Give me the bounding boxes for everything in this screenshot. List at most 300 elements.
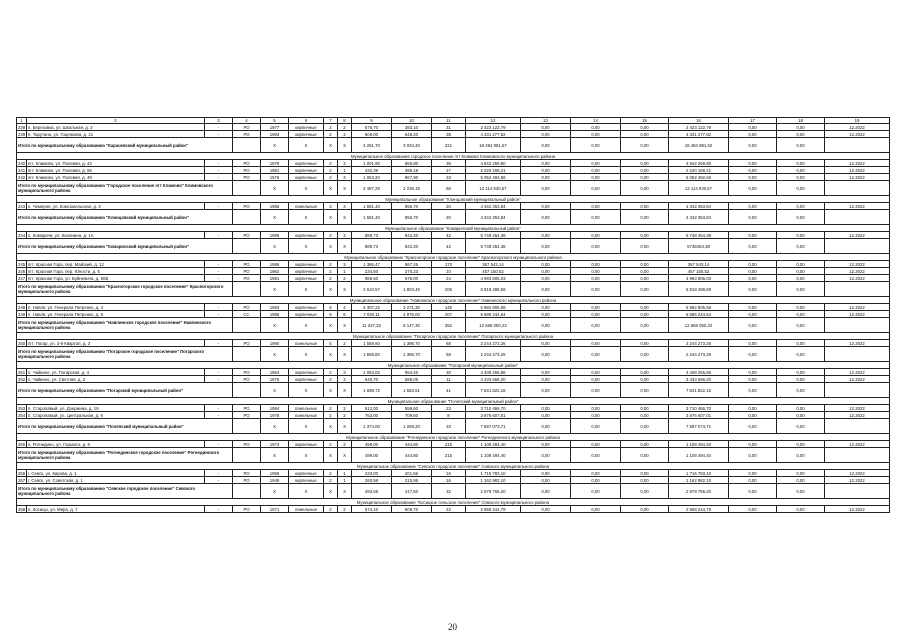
table-cell: РО bbox=[233, 340, 261, 347]
table-cell: 215 bbox=[432, 441, 466, 448]
table-cell: 5 982 805,58 bbox=[466, 304, 521, 311]
table-cell: 0,00 bbox=[621, 311, 669, 318]
table-cell: 0,00 bbox=[571, 232, 621, 239]
table-cell: РО bbox=[233, 506, 261, 513]
table-cell: X bbox=[289, 318, 324, 333]
table-cell: - bbox=[205, 311, 233, 318]
section-heading: Муниципальное образование "Погарский муниципальный район" bbox=[17, 362, 890, 369]
table-row bbox=[17, 174, 890, 181]
table-cell: X bbox=[261, 318, 289, 333]
subtotal-row bbox=[17, 239, 890, 254]
table-cell: п. Старопавый, ул. Центральная, д. 9 bbox=[27, 412, 205, 419]
table-cell: - bbox=[205, 268, 233, 275]
table-cell: 367 543,14 bbox=[466, 261, 521, 268]
table-cell: 0,00 bbox=[777, 160, 825, 167]
table-cell: 0,00 bbox=[521, 441, 571, 448]
table-cell: 12.2022 bbox=[825, 160, 890, 167]
table-cell bbox=[233, 383, 261, 398]
table-cell: 12.2022 bbox=[825, 203, 890, 210]
table-cell: - bbox=[205, 232, 233, 239]
table-cell: 7 841 822,16 bbox=[466, 383, 521, 398]
table-cell: панельные bbox=[289, 412, 324, 419]
table-cell: 12.2022 bbox=[825, 441, 890, 448]
table-cell: РО bbox=[233, 369, 261, 376]
column-number: 16 bbox=[669, 118, 729, 124]
table-cell: 2 bbox=[324, 232, 338, 239]
table-cell: 257 bbox=[18, 477, 26, 483]
table-cell: 0,00 bbox=[729, 268, 777, 275]
table-cell: 2 220 168,21 bbox=[669, 167, 729, 174]
section-heading: Муниципальное образование "Клинцовский муниципальный район" bbox=[17, 196, 890, 203]
table-cell: 172 bbox=[432, 261, 466, 268]
table-cell: X bbox=[338, 210, 352, 225]
table-cell: 0,00 bbox=[621, 138, 669, 153]
table-cell: 215,86 bbox=[392, 477, 432, 484]
subtotal-row bbox=[17, 347, 890, 362]
table-cell: 0,00 bbox=[729, 210, 777, 225]
subtotal-label: Итого по муниципальному образованию "Клинцовский муниципальный район" bbox=[17, 210, 233, 225]
table-cell: 1 559,60 bbox=[352, 347, 392, 362]
table-cell: X bbox=[324, 239, 338, 254]
subtotal-row bbox=[17, 181, 890, 196]
table-cell: X bbox=[289, 419, 324, 434]
table-cell: 0,00 bbox=[521, 203, 571, 210]
table-cell: п. Старопавый, ул. Дзержина, д. 19 bbox=[27, 405, 205, 412]
column-number: 1 bbox=[17, 118, 27, 124]
table-cell: 3 bbox=[338, 261, 352, 268]
column-number: 4 bbox=[233, 118, 261, 124]
table-cell: 444,80 bbox=[392, 448, 432, 463]
subtotal-label: Итого по муниципальному образованию "Карачевский муниципальный район" bbox=[17, 138, 233, 153]
table-cell: 86 bbox=[432, 181, 466, 196]
table-cell: 3 433 566,20 bbox=[669, 376, 729, 383]
table-cell: 0,00 bbox=[729, 282, 777, 297]
table-cell: РО bbox=[233, 405, 261, 412]
table-cell: X bbox=[324, 210, 338, 225]
table-cell: 1981 bbox=[261, 167, 289, 174]
table-cell: 253 bbox=[18, 405, 26, 411]
table-cell: 0,00 bbox=[729, 124, 777, 131]
table-cell: 2 423 122,79 bbox=[466, 124, 521, 131]
table-cell: 250 bbox=[18, 340, 26, 346]
table-cell: 2 244 273,26 bbox=[669, 347, 729, 362]
table-cell: 241 bbox=[18, 167, 26, 173]
table-cell: X bbox=[338, 347, 352, 362]
table-cell: 4 408 255,86 bbox=[466, 369, 521, 376]
table-cell: 2 244 273,26 bbox=[466, 347, 521, 362]
table-cell: 367 543,14 bbox=[669, 261, 729, 268]
table-cell bbox=[233, 347, 261, 362]
table-cell: - bbox=[205, 369, 233, 376]
table-cell: 3 710 466,70 bbox=[466, 405, 521, 412]
table-cell: 1 581,40 bbox=[352, 203, 392, 210]
table-cell: 0,00 bbox=[729, 376, 777, 383]
table-cell: 1971 bbox=[261, 506, 289, 513]
table-cell: 2 bbox=[324, 268, 338, 275]
table-cell: 23 bbox=[432, 405, 466, 412]
table-cell: - bbox=[205, 203, 233, 210]
table-cell: 0,00 bbox=[621, 405, 669, 412]
table-cell: 244 bbox=[18, 232, 26, 238]
table-cell: 2 244 273,26 bbox=[669, 340, 729, 347]
table-cell: п. Чайкино, ул. Светлая, д. 2 bbox=[27, 376, 205, 383]
table-cell: 0,00 bbox=[777, 419, 825, 434]
table-cell: 5 982 805,58 bbox=[669, 304, 729, 311]
table-cell: 842,20 bbox=[392, 232, 432, 239]
table-cell: кирпичные bbox=[289, 131, 324, 138]
subtotal-label: Итого по муниципальному образованию "Навлинское городское поселение" Навлинского муниципального района bbox=[17, 318, 233, 333]
table-cell: 0,00 bbox=[729, 412, 777, 419]
column-number: 3 bbox=[205, 118, 233, 124]
table-cell: 0,00 bbox=[521, 210, 571, 225]
table-cell: 18 494 981,62 bbox=[669, 138, 729, 153]
table-cell bbox=[825, 210, 890, 225]
table-cell: п. Косицы, ул. Мира, д. 7 bbox=[27, 506, 205, 513]
table-cell: 605,00 bbox=[352, 131, 392, 138]
table-cell: 0,00 bbox=[521, 261, 571, 268]
table-cell: 0,00 bbox=[521, 232, 571, 239]
table-cell: 3 876 607,01 bbox=[466, 412, 521, 419]
table-cell: РО bbox=[233, 124, 261, 131]
table-cell bbox=[825, 347, 890, 362]
table-cell: СС bbox=[233, 311, 261, 318]
table-cell: 0,00 bbox=[777, 239, 825, 254]
table-cell: 12.2022 bbox=[825, 311, 890, 318]
section-heading-row bbox=[17, 225, 890, 232]
table-cell: 0,00 bbox=[729, 167, 777, 174]
table-cell: - bbox=[205, 174, 233, 181]
table-cell: 0,00 bbox=[729, 506, 777, 513]
table-row bbox=[17, 470, 890, 477]
table-cell: 0,00 bbox=[521, 470, 571, 477]
table-row bbox=[17, 441, 890, 448]
table-cell: 0,00 bbox=[571, 268, 621, 275]
table-cell: 2 bbox=[324, 261, 338, 268]
register-table bbox=[16, 117, 890, 513]
table-cell: 0,00 bbox=[571, 282, 621, 297]
table-cell bbox=[233, 239, 261, 254]
table-cell: 0,00 bbox=[777, 376, 825, 383]
table-cell: 0,00 bbox=[571, 441, 621, 448]
subtotal-row bbox=[17, 383, 890, 398]
table-cell: кирпичные bbox=[289, 477, 324, 484]
table-cell: 3 bbox=[338, 232, 352, 239]
table-cell: 0,00 bbox=[621, 203, 669, 210]
table-cell: 2 bbox=[338, 275, 352, 282]
table-cell: 0,00 bbox=[621, 268, 669, 275]
table-cell: 2 bbox=[324, 477, 338, 484]
table-cell: 0,00 bbox=[729, 484, 777, 499]
table-cell: 676,00 bbox=[392, 275, 432, 282]
subtotal-label: Итого по муниципальному образованию "Красногорское городское поселение" Красногорского муниципального района bbox=[17, 282, 233, 297]
table-cell: 41 bbox=[432, 383, 466, 398]
table-cell: 0,00 bbox=[729, 261, 777, 268]
table-cell: 956,70 bbox=[392, 210, 432, 225]
column-number: 2 bbox=[27, 118, 205, 124]
table-cell: 4 342 353,84 bbox=[669, 210, 729, 225]
table-cell: - bbox=[205, 304, 233, 311]
table-cell: 676,70 bbox=[352, 124, 392, 131]
table-cell: 7 030,11 bbox=[352, 311, 392, 318]
table-cell: 2 bbox=[324, 412, 338, 419]
table-row bbox=[17, 275, 890, 282]
table-cell: 4 342 353,84 bbox=[466, 210, 521, 225]
table-cell: 12.2022 bbox=[825, 304, 890, 311]
table-row bbox=[17, 203, 890, 210]
table-cell: пгт. Красная Гора, ул. Буйневича, д. 50Б bbox=[27, 275, 205, 282]
table-cell: 0,00 bbox=[777, 311, 825, 318]
subtotal-row bbox=[17, 484, 890, 499]
table-cell: 509,70 bbox=[392, 506, 432, 513]
table-cell: 0,00 bbox=[777, 268, 825, 275]
table-cell: 0,00 bbox=[521, 174, 571, 181]
table-cell: 0,00 bbox=[777, 405, 825, 412]
table-cell: 2 bbox=[324, 470, 338, 477]
table-cell: 5 818 498,69 bbox=[466, 282, 521, 297]
table-cell: X bbox=[261, 282, 289, 297]
table-cell: 0,00 bbox=[729, 304, 777, 311]
table-cell: 234,50 bbox=[352, 268, 392, 275]
table-row bbox=[17, 131, 890, 138]
table-cell: 0,00 bbox=[521, 419, 571, 434]
table-cell: 0,00 bbox=[621, 160, 669, 167]
table-cell: 12.2022 bbox=[825, 167, 890, 174]
table-cell: 954,46 bbox=[392, 369, 432, 376]
table-cell: X bbox=[289, 383, 324, 398]
table-cell: п. Комаричи, ул. Калинина, д. 1А bbox=[27, 232, 205, 239]
table-cell: 0,00 bbox=[777, 506, 825, 513]
table-cell: п. Чемерня, ул. Комсомольская, д. 3 bbox=[27, 203, 205, 210]
column-number: 12 bbox=[466, 118, 521, 124]
table-cell bbox=[233, 181, 261, 196]
table-cell: 762,00 bbox=[352, 412, 392, 419]
table-cell: 3 876 607,01 bbox=[669, 412, 729, 419]
section-heading: Муниципальное образование "Комаричский муниципальный район" bbox=[17, 225, 890, 232]
table-cell: 12.2022 bbox=[825, 268, 890, 275]
table-cell: 0,00 bbox=[777, 470, 825, 477]
table-cell: 16 bbox=[432, 470, 466, 477]
column-number: 11 bbox=[432, 118, 466, 124]
table-cell: 42 bbox=[432, 239, 466, 254]
table-cell: 3 bbox=[338, 160, 352, 167]
table-cell: 499,00 bbox=[352, 441, 392, 448]
table-cell: РО bbox=[233, 304, 261, 311]
table-cell: 0,00 bbox=[621, 412, 669, 419]
table-cell: 3 034,40 bbox=[392, 138, 432, 153]
table-cell: 251 bbox=[18, 369, 26, 375]
table-cell: 3 bbox=[338, 203, 352, 210]
table-cell: 1 698,72 bbox=[352, 383, 392, 398]
table-cell: 956,70 bbox=[392, 203, 432, 210]
table-cell: 1 581,40 bbox=[352, 210, 392, 225]
column-number: 14 bbox=[571, 118, 621, 124]
table-cell: 0,00 bbox=[777, 181, 825, 196]
table-row bbox=[17, 304, 890, 311]
table-cell: X bbox=[324, 282, 338, 297]
table-cell: 1989 bbox=[261, 232, 289, 239]
table-cell: 559,60 bbox=[392, 405, 432, 412]
table-cell: X bbox=[324, 347, 338, 362]
table-cell: 1983 bbox=[261, 304, 289, 311]
table-cell: РО bbox=[233, 167, 261, 174]
table-cell: 2 bbox=[338, 340, 352, 347]
table-cell: 989,60 bbox=[352, 275, 392, 282]
table-cell: 2 bbox=[324, 174, 338, 181]
table-cell: 0,00 bbox=[777, 347, 825, 362]
table-cell: 574,10 bbox=[352, 506, 392, 513]
table-cell: 0,00 bbox=[521, 376, 571, 383]
table-row bbox=[17, 311, 890, 318]
column-number: 15 bbox=[621, 118, 669, 124]
table-cell: 0,00 bbox=[777, 412, 825, 419]
table-cell: 0,00 bbox=[571, 311, 621, 318]
table-cell: 0,00 bbox=[521, 318, 571, 333]
table-cell: 0,00 bbox=[729, 160, 777, 167]
table-cell: 0,00 bbox=[571, 124, 621, 131]
table-cell: 0,00 bbox=[571, 160, 621, 167]
table-cell bbox=[825, 282, 890, 297]
table-cell: 0,00 bbox=[621, 340, 669, 347]
subtotal-label: Итого по муниципальному образованию "Комаричский муниципальный район" bbox=[17, 239, 233, 254]
table-cell: - bbox=[205, 441, 233, 448]
table-cell: 2 235,19 bbox=[392, 181, 432, 196]
table-cell: X bbox=[261, 181, 289, 196]
table-cell: кирпичные bbox=[289, 470, 324, 477]
table-cell: 12 114 930,67 bbox=[669, 181, 729, 196]
table-cell: 0,00 bbox=[621, 232, 669, 239]
table-cell: 0,00 bbox=[621, 124, 669, 131]
table-cell: 0,00 bbox=[621, 376, 669, 383]
table-row bbox=[17, 232, 890, 239]
table-cell: кирпичные bbox=[289, 232, 324, 239]
table-cell: 0,00 bbox=[621, 261, 669, 268]
table-cell: 1 108 494,40 bbox=[466, 441, 521, 448]
column-number: 5 bbox=[261, 118, 289, 124]
section-heading-row bbox=[17, 362, 890, 369]
table-cell: 0,00 bbox=[729, 405, 777, 412]
table-cell: РО bbox=[233, 160, 261, 167]
table-cell: 7 587 073,71 bbox=[669, 419, 729, 434]
table-row bbox=[17, 160, 890, 167]
table-cell: X bbox=[289, 210, 324, 225]
table-cell: 4 331 277,82 bbox=[466, 131, 521, 138]
table-cell: X bbox=[338, 448, 352, 463]
table-cell: 38 bbox=[432, 131, 466, 138]
table-cell: 1986 bbox=[261, 203, 289, 210]
table-cell: 1983 bbox=[261, 131, 289, 138]
table-cell: 1 053,20 bbox=[352, 174, 392, 181]
table-cell: 867,26 bbox=[392, 261, 432, 268]
table-cell: 889,73 bbox=[352, 232, 392, 239]
column-number: 9 bbox=[352, 118, 392, 124]
table-cell: 1 716 783,10 bbox=[669, 470, 729, 477]
table-cell: 16 bbox=[432, 477, 466, 484]
table-cell: 0,00 bbox=[729, 174, 777, 181]
table-cell: 0,00 bbox=[729, 448, 777, 463]
table-cell: 4 842 269,80 bbox=[669, 160, 729, 167]
table-cell: 258 bbox=[18, 506, 26, 512]
table-cell bbox=[233, 282, 261, 297]
table-cell: РО bbox=[233, 232, 261, 239]
table-cell: 866,80 bbox=[392, 160, 432, 167]
table-cell: 68 bbox=[432, 340, 466, 347]
table-cell: 0,00 bbox=[729, 181, 777, 196]
table-cell: 5 052 492,66 bbox=[466, 174, 521, 181]
table-cell: 3 bbox=[338, 369, 352, 376]
table-cell: РО bbox=[233, 131, 261, 138]
table-cell: 2 bbox=[324, 369, 338, 376]
table-cell: 0,00 bbox=[621, 484, 669, 499]
table-cell: 12.2022 bbox=[825, 412, 890, 419]
table-cell: 0,00 bbox=[571, 419, 621, 434]
table-cell: X bbox=[324, 383, 338, 398]
subtotal-label: Итого по муниципальному образованию "Городское поселение пгт Климово" Климовского муниципального района bbox=[17, 181, 233, 196]
table-cell: 0,00 bbox=[621, 282, 669, 297]
table-cell: 22 bbox=[432, 506, 466, 513]
table-cell: 0,00 bbox=[777, 275, 825, 282]
table-cell: 0,00 bbox=[571, 448, 621, 463]
table-cell: 0,00 bbox=[521, 506, 571, 513]
table-cell: пгт. Красная Гора, пер. Майский, д. 12 bbox=[27, 261, 205, 268]
table-cell bbox=[233, 318, 261, 333]
table-cell: 0,00 bbox=[777, 282, 825, 297]
table-cell: 1 162 982,10 bbox=[669, 477, 729, 484]
table-cell: 4 281,70 bbox=[352, 138, 392, 153]
table-cell: 0,00 bbox=[571, 340, 621, 347]
table-cell: X bbox=[324, 181, 338, 196]
table-cell: п. Навля, ул. Генерала Петренко, д. 8 bbox=[27, 311, 205, 318]
table-cell: 1986 bbox=[261, 261, 289, 268]
table-cell: 0,00 bbox=[521, 304, 571, 311]
table-cell: 10 bbox=[432, 268, 466, 275]
table-cell: 0,00 bbox=[521, 181, 571, 196]
table-cell: 1 553,51 bbox=[392, 383, 432, 398]
table-cell: 1 162 982,10 bbox=[466, 477, 521, 484]
table-cell: 0,00 bbox=[521, 282, 571, 297]
table-cell: 1963 bbox=[261, 369, 289, 376]
table-cell: 1 108 494,40 bbox=[669, 441, 729, 448]
table-cell: 0,00 bbox=[571, 376, 621, 383]
table-cell: 0,00 bbox=[621, 369, 669, 376]
table-cell: 0,00 bbox=[571, 405, 621, 412]
table-cell: 1986 bbox=[261, 311, 289, 318]
subtotal-label: Итого по муниципальному образованию "Почепский муниципальный район" bbox=[17, 419, 233, 434]
table-cell: 2 558 244,79 bbox=[669, 506, 729, 513]
table-cell: 1 269,20 bbox=[392, 419, 432, 434]
table-cell: 0,00 bbox=[621, 383, 669, 398]
table-cell bbox=[233, 448, 261, 463]
table-cell: 5 bbox=[324, 340, 338, 347]
table-cell: X bbox=[289, 181, 324, 196]
table-cell: 1 bbox=[338, 167, 352, 174]
table-cell: 1 386,47 bbox=[352, 261, 392, 268]
table-cell: 0,00 bbox=[571, 484, 621, 499]
table-cell: X bbox=[289, 484, 324, 499]
table-cell: 0,00 bbox=[621, 318, 669, 333]
table-cell: 0,00 bbox=[777, 203, 825, 210]
table-cell: 5748454,38 bbox=[669, 239, 729, 254]
column-number: 18 bbox=[777, 118, 825, 124]
table-cell: п. Тарутино, ул. Гоценкова, д. 21 bbox=[27, 131, 205, 138]
table-cell: - bbox=[205, 376, 233, 383]
table-cell: 0,00 bbox=[729, 441, 777, 448]
table-cell: 12 668 050,22 bbox=[669, 318, 729, 333]
table-cell: кирпичные bbox=[289, 275, 324, 282]
table-cell: 12.2022 bbox=[825, 261, 890, 268]
table-cell: кирпичные bbox=[289, 124, 324, 131]
table-cell: п. Навля, ул. Генерала Петренко, д. 4 bbox=[27, 304, 205, 311]
table-cell: 2 bbox=[324, 167, 338, 174]
